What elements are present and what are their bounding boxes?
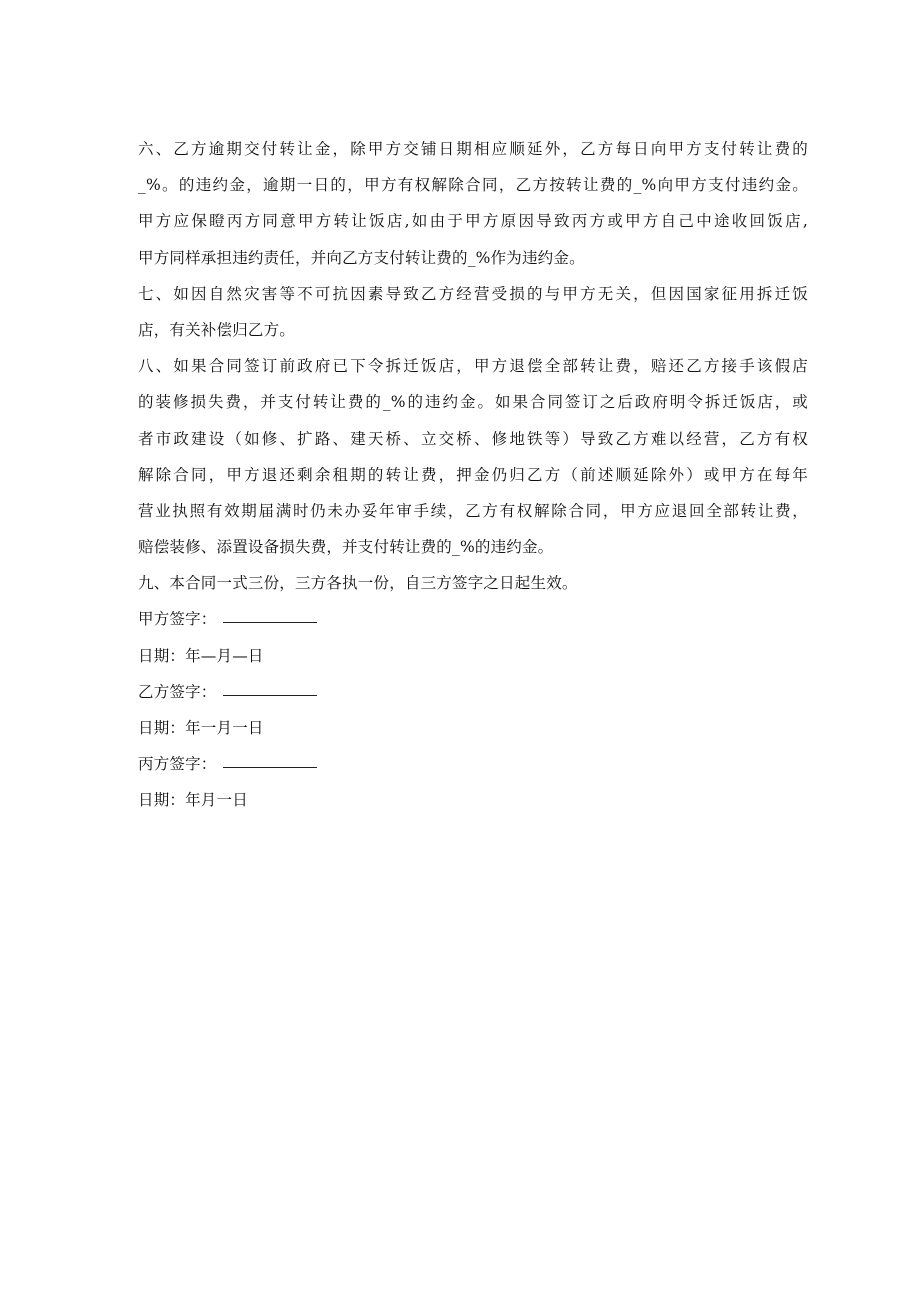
clause-8-line-1: 八、如果合同签订前政府已下令拆迁饭店，甲方退偿全部转让费，赔还乙方接手该假店 <box>138 357 808 376</box>
clause-7-line-1: 七、如因自然灾害等不可抗因素导致乙方经营受损的与甲方无关，但因国家征用拆迁饭 <box>138 284 808 303</box>
clause-8-line-2: 的装修损失费，并支付转让费的_%的违约金。如果合同签订之后政府明令拆迁饭店，或 <box>138 393 808 412</box>
party-a-signature-label: 甲方签字： <box>138 610 217 629</box>
party-a-signature-line <box>223 621 317 623</box>
clause-8-line-6: 赔偿装修、添置设备损失费，并支付转让费的_%的违约金。 <box>138 538 554 557</box>
clause-7-line-2: 店，有关补偿归乙方。 <box>138 320 296 339</box>
clause-8-line-4: 解除合同，甲方退还剩余租期的转让费，押金仍归乙方（前述顺延除外）或甲方在每年 <box>138 465 808 484</box>
party-c-date: 日期：年月一日 <box>138 791 248 810</box>
party-a-signature <box>138 601 808 637</box>
clause-6-line-3: 甲方应保瞪丙方同意甲方转让饭店,如由于甲方原因导致丙方或甲方自己中途收回饭店, <box>138 212 808 231</box>
clause-8 <box>138 348 808 565</box>
clause-8-line-3: 者市政建设（如修、扩路、建天桥、立交桥、修地铁等）导致乙方难以经营，乙方有权 <box>138 429 808 448</box>
party-b-signature-label: 乙方签字： <box>138 682 217 701</box>
signature-block <box>138 601 808 818</box>
clause-6-line-4: 甲方同样承担违约责任，并向乙方支付转让费的_%作为违约金。 <box>138 248 585 267</box>
clause-6-line-1: 六、乙方逾期交付转让金，除甲方交铺日期相应顺延外，乙方每日向甲方支付转让费的 <box>138 140 808 158</box>
clause-9-line-1: 九、本合同一式三份，三方各执一份，自三方签字之日起生效。 <box>138 574 578 593</box>
party-c-signature <box>138 746 808 782</box>
party-c-signature-line <box>223 766 317 768</box>
party-a-date: 日期：年—月—日 <box>138 646 264 665</box>
party-b-signature-line <box>223 694 317 696</box>
contract-body <box>138 131 808 819</box>
clause-6-line-2: _%。的违约金，逾期一日的，甲方有权解除合同，乙方按转让费的_%向甲方支付违约金。 <box>138 176 808 195</box>
clause-9 <box>138 565 808 601</box>
clause-7 <box>138 276 808 348</box>
party-b-signature <box>138 674 808 710</box>
clause-6 <box>138 131 808 276</box>
party-b-date: 日期：年一月一日 <box>138 719 264 737</box>
party-c-signature-label: 丙方签字： <box>138 755 217 774</box>
clause-8-line-5: 营业执照有效期届满时仍未办妥年审手续，乙方有权解除合同，甲方应退回全部转让费， <box>138 501 808 520</box>
